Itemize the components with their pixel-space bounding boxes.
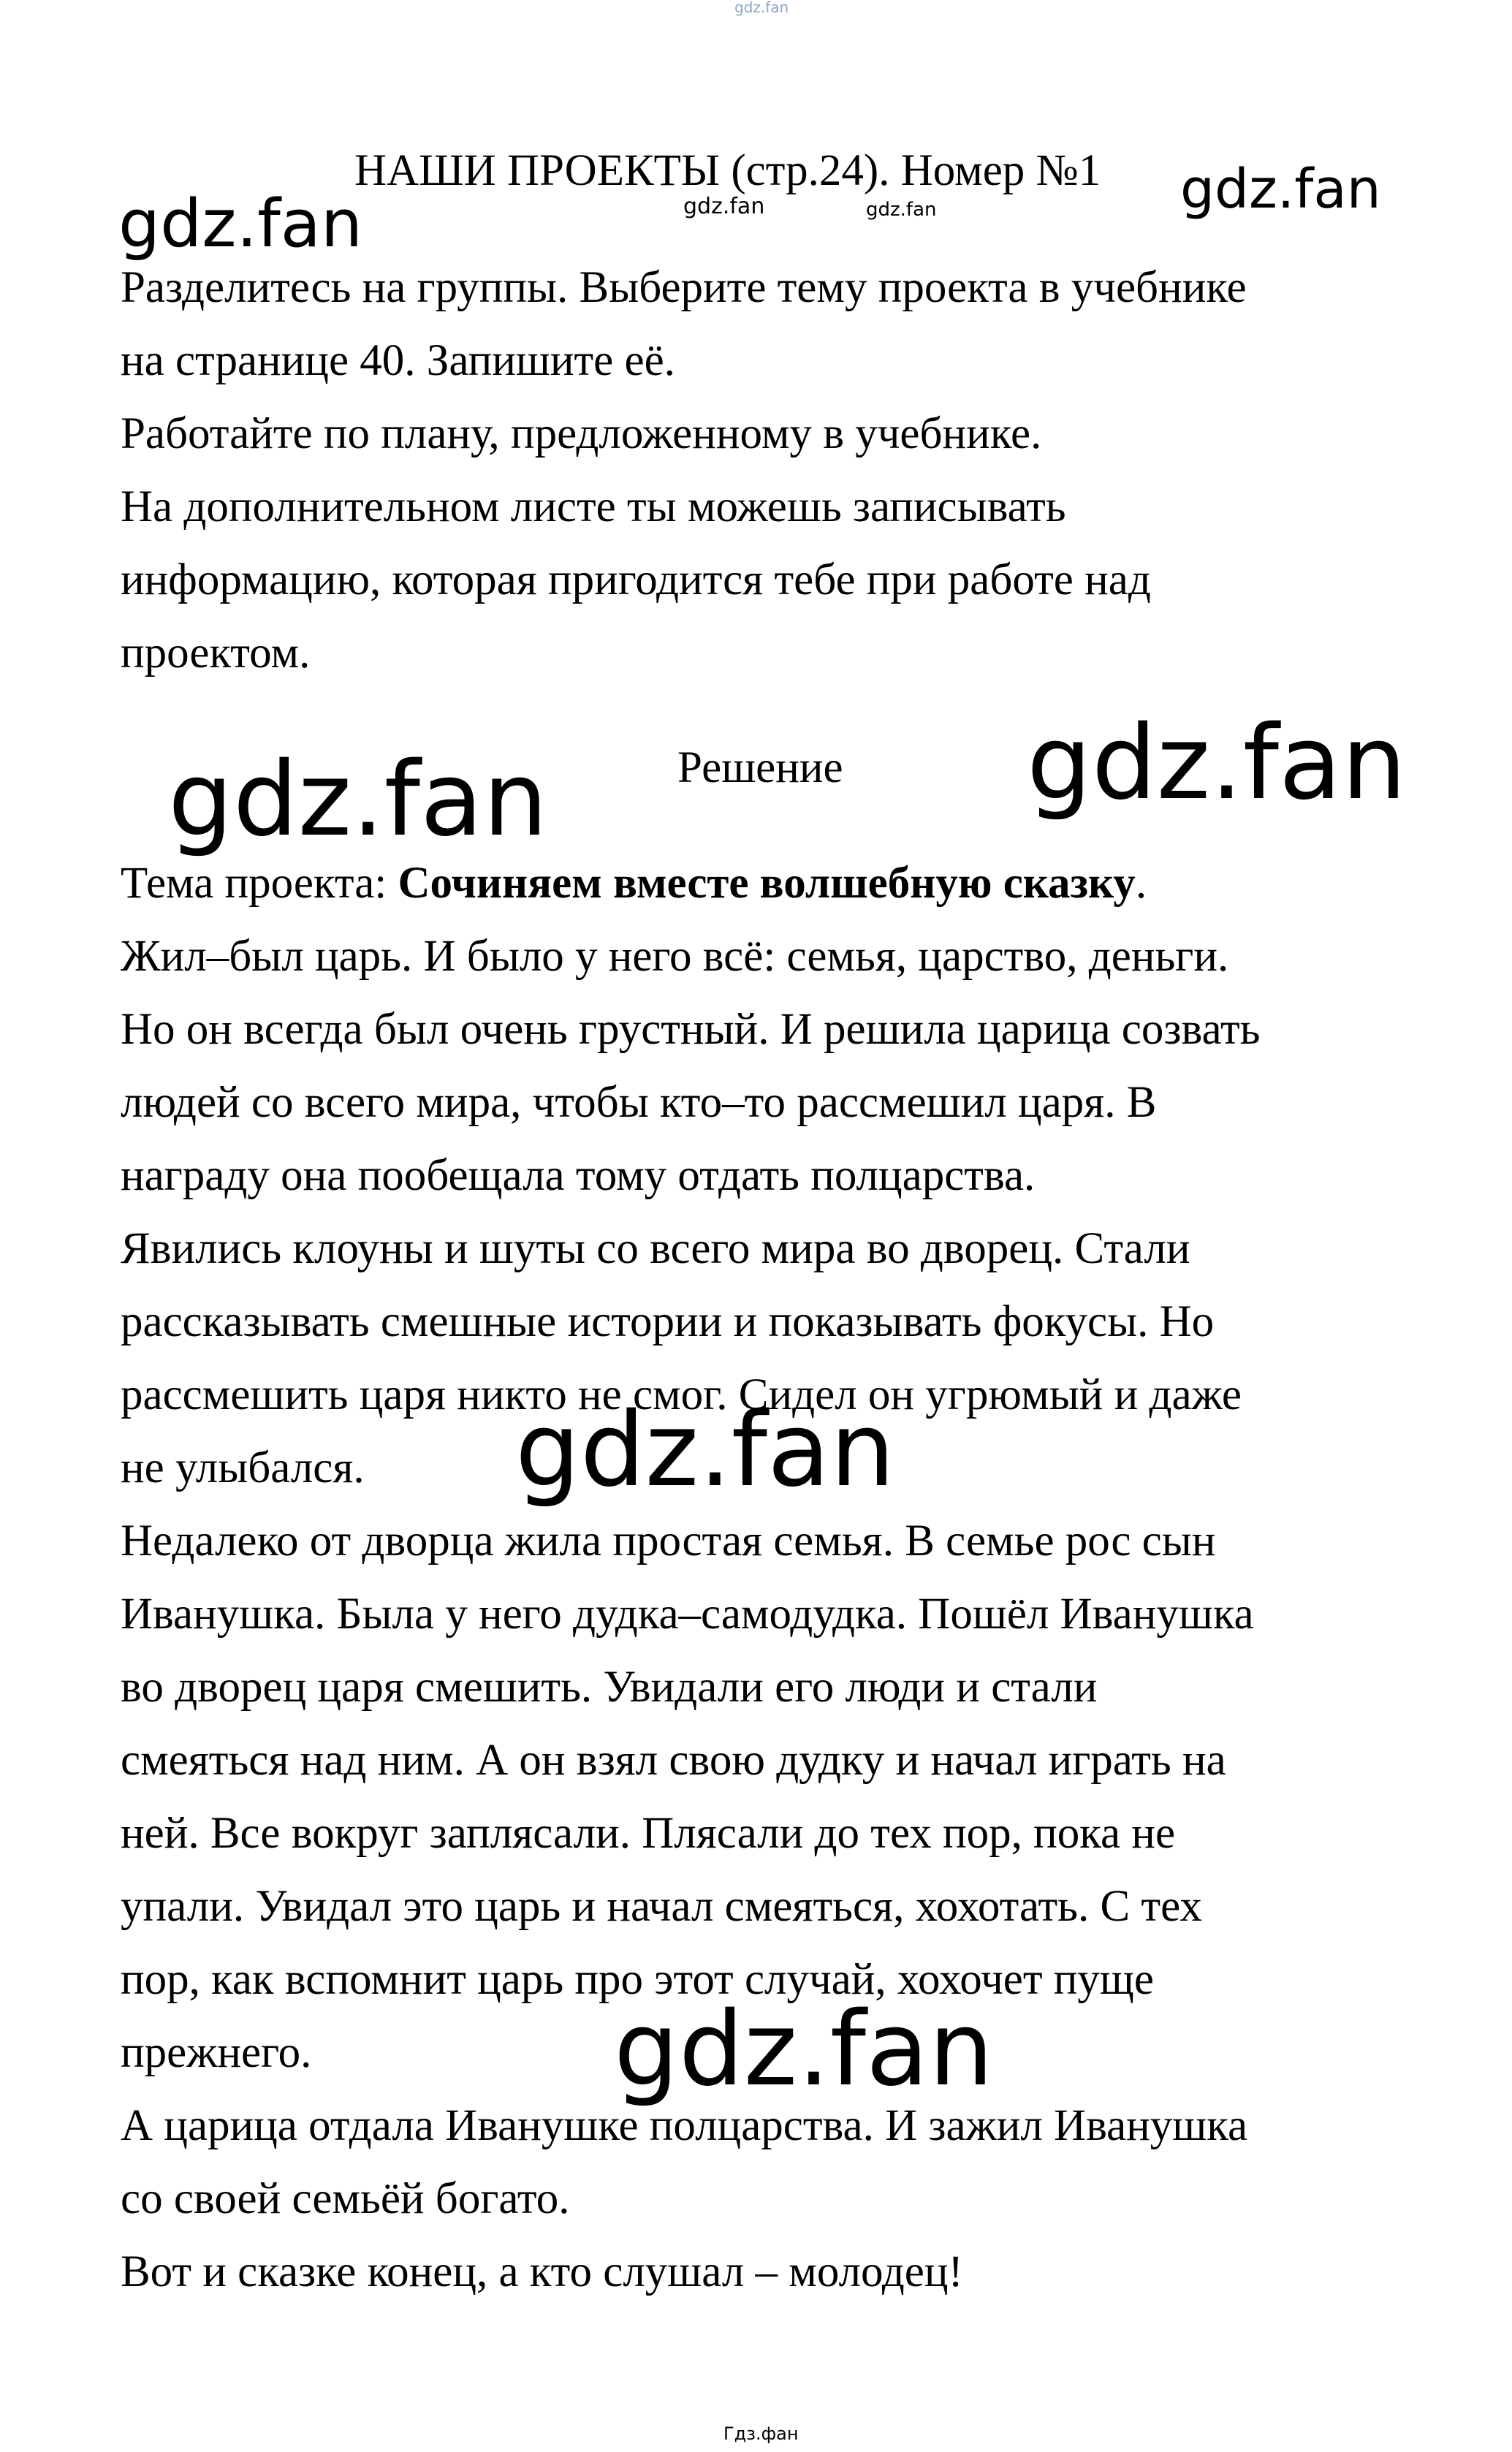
story-line-4: награду она пообещала тому отдать полцарства. [121,1151,1036,1200]
project-topic [121,857,1147,910]
task-line-2: на странице 40. Запишите её. [121,336,675,385]
story-line-2: Но он всегда был очень грустный. И решила царица созвать [121,1005,1261,1054]
task-line-3: Работайте по плану, предложенному в учебнике. [121,409,1042,458]
story-line-17: А царица отдала Иванушке полцарства. И зажил Иванушка [121,2101,1248,2150]
story-line-19: Вот и сказке конец, а кто слушал – молодец! [121,2247,963,2296]
story-line-6: рассказывать смешные истории и показывать фокусы. Но [121,1297,1215,1346]
story-line-13: ней. Все вокруг заплясали. Плясали до тех пор, пока не [121,1809,1176,1858]
story-line-12: смеяться над ним. А он взял свою дудку и начал играть на [121,1736,1226,1785]
story-line-3: людей со всего мира, чтобы кто–то рассмешил царя. В [121,1078,1157,1127]
watermark-top-tiny: gdz.fan [734,0,789,16]
story-line-8: не улыбался. [121,1443,365,1492]
story-line-9: Недалеко от дворца жила простая семья. В семье рос сын [121,1517,1216,1565]
page-title: НАШИ ПРОЕКТЫ (стр.24). Номер №1 [354,146,1101,195]
watermark-medium-left: gdz.fan [118,186,362,262]
task-line-5: информацию, которая пригодится тебе при работе над [121,555,1151,604]
story-line-1: Жил–был царь. И было у него всё: семья, царство, деньги. [121,932,1229,981]
story-line-7: рассмешить царя никто не смог. Сидел он угрюмый и даже [121,1370,1242,1419]
task-line-4: На дополнительном листе ты можешь записывать [121,482,1066,531]
story-line-16: прежнего. [121,2028,312,2077]
story-line-5: Явились клоуны и шуты со всего мира во дворец. Стали [121,1224,1190,1273]
watermark-small-b: gdz.fan [866,199,937,221]
watermark-large-4: gdz.fan [614,1990,994,2109]
story-line-10: Иванушка. Была у него дудка–самодудка. Пошёл Иванушка [121,1590,1254,1639]
watermark-large-3: gdz.fan [515,1391,895,1510]
watermark-small-a: gdz.fan [683,194,765,219]
watermark-large-2: gdz.fan [1027,704,1407,823]
story-line-14: упали. Увидал это царь и начал смеяться, хохотать. С тех [121,1882,1202,1931]
story-line-11: во дворец царя смешить. Увидали его люди и стали [121,1663,1098,1712]
task-line-6: проектом. [121,629,311,677]
watermark-large-1: gdz.fan [168,740,548,859]
solution-heading: Решение [677,743,843,792]
watermark-medium-right: gdz.fan [1180,158,1381,221]
story-line-18: со своей семьёй богато. [121,2174,570,2223]
watermark-footer: Гдз.фан [723,2423,799,2444]
topic-prefix: Тема проекта: [121,859,398,908]
story-line-15: пор, как вспомнит царь про этот случай, хохочет пуще [121,1955,1154,2004]
topic-title: Сочиняем вместе волшебную сказку [398,859,1136,908]
topic-suffix: . [1135,859,1147,908]
task-line-1: Разделитесь на группы. Выберите тему проекта в учебнике [121,263,1247,312]
